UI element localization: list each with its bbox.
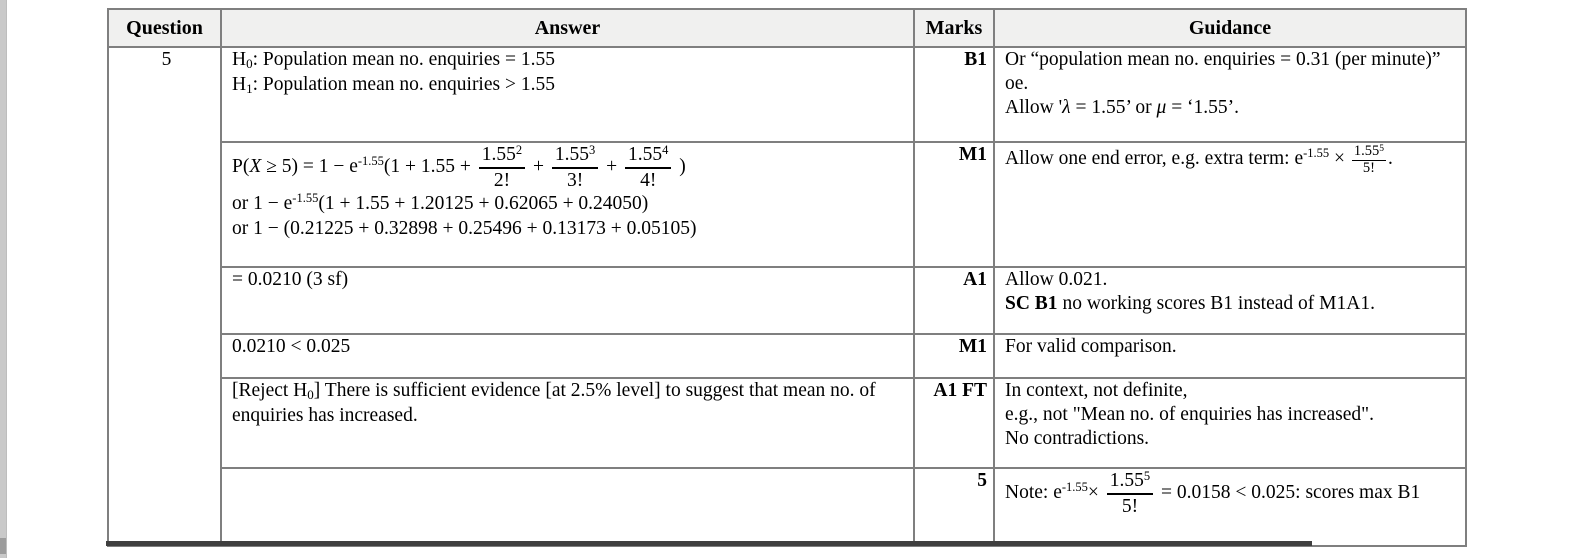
- header-cell-marks: Marks: [914, 9, 994, 47]
- exponent: -1.55: [1303, 145, 1330, 160]
- fraction-denominator: 5!: [1362, 160, 1376, 176]
- fraction-denominator: 3!: [566, 170, 584, 191]
- guidance-cell: [994, 468, 1466, 546]
- page-break-line: [106, 541, 1312, 546]
- guidance-line: SC B1 no working scores B1 instead of M1A1.: [1005, 293, 1375, 314]
- guidance-line: oe.: [1005, 73, 1029, 94]
- subscript: 1: [246, 81, 253, 96]
- answer-cell-hypotheses: [221, 47, 914, 142]
- fraction-numerator: 1.55$^4$: [625, 143, 671, 169]
- guidance-line: Allow 'λ = 1.55’ or μ = ‘1.55’.: [1005, 97, 1240, 118]
- header-cell-guidance: Guidance: [994, 9, 1466, 47]
- fraction-denominator: 2!: [493, 170, 511, 191]
- guidance-line: Allow 0.021.: [1005, 269, 1108, 290]
- guidance-cell: [994, 378, 1466, 468]
- answer-line: 0.0210 < 0.025: [232, 336, 351, 357]
- fraction-denominator: 5!: [1121, 496, 1139, 517]
- row-total: [108, 468, 1466, 546]
- marks-cell: [914, 378, 994, 468]
- header-cell-answer: Answer: [221, 9, 914, 47]
- lambda-symbol: λ: [1062, 97, 1071, 118]
- marks-cell: [914, 267, 994, 334]
- header-row: [108, 9, 1466, 47]
- exponent: 5: [1143, 469, 1151, 483]
- marks-value: A1: [963, 269, 987, 290]
- fraction: [625, 143, 671, 192]
- row-calculation: [108, 142, 1466, 267]
- marks-cell: [914, 334, 994, 378]
- guidance-note-line: Note: $e^{-1.55}\times$ $\frac{1.55^5}{5!}$ = 0.0158 < 0.025: scores max B1: [1005, 469, 1421, 517]
- marks-cell: [914, 47, 994, 142]
- guidance-cell: [994, 142, 1466, 267]
- exponent: -1.55: [357, 153, 384, 168]
- marks-value: M1: [958, 144, 987, 165]
- answer-cell-conclusion: [221, 378, 914, 468]
- answer-line: H0: Population mean no. enquiries = 1.55: [232, 49, 555, 71]
- guidance-line: e.g., not "Mean no. of enquiries has increased".: [1005, 404, 1374, 425]
- exponent: 3: [589, 143, 596, 157]
- viewer-left-edge-shadow: [0, 538, 6, 554]
- question-number-cell: 5: [108, 47, 221, 546]
- subscript: 0: [307, 387, 314, 402]
- answer-cell-comparison: [221, 334, 914, 378]
- marks-value: B1: [964, 49, 987, 70]
- guidance-cell: [994, 334, 1466, 378]
- variable-x: X: [249, 155, 262, 177]
- guidance-cell: [994, 47, 1466, 142]
- fraction: [479, 143, 525, 192]
- fraction: [1352, 143, 1386, 176]
- row-comparison: [108, 334, 1466, 378]
- answer-formula-line: $P(X \ge 5) = 1 - e^{-1.55}(1 + 1.55$ + $\frac{1.55^2}{2!}$ + $\frac{1.55^3}{3!}$ + $\frac{1.55^4}{4!}$ ): [232, 143, 686, 191]
- subscript: 0: [246, 56, 253, 71]
- guidance-line: Or “population mean no. enquiries = 0.31 (per minute)”: [1005, 49, 1441, 70]
- marks-cell-total: [914, 468, 994, 546]
- fraction-numerator: 1.55$^2$: [479, 143, 525, 169]
- fraction-numerator: 1.55$^5$: [1107, 469, 1153, 495]
- answer-cell-calculation: [221, 142, 914, 267]
- answer-line: [Reject H0] There is sufficient evidence [at 2.5% level] to suggest that mean no. of enquiries has increased.: [232, 380, 876, 426]
- answer-cell-empty: [221, 468, 914, 546]
- header-cell-question: Question: [108, 9, 221, 47]
- fraction: [552, 143, 598, 192]
- guidance-line: In context, not definite,: [1005, 380, 1188, 401]
- fraction-denominator: 4!: [640, 170, 657, 191]
- marks-cell: [914, 142, 994, 267]
- total-marks-value: 5: [977, 470, 987, 491]
- exponent: -1.55: [292, 191, 319, 205]
- row-conclusion: [108, 378, 1466, 468]
- answer-line: or 1 − (0.21225 + 0.32898 + 0.25496 + 0.13173 + 0.05105): [232, 218, 697, 239]
- viewer-left-edge: [0, 0, 7, 558]
- exponent: 4: [662, 143, 669, 157]
- answer-line: = 0.0210 (3 sf): [232, 269, 349, 290]
- fraction-numerator: 1.55$^5$: [1353, 143, 1385, 159]
- fraction-numerator: 1.55$^3$: [552, 143, 598, 169]
- row-result: [108, 267, 1466, 334]
- answer-line: or $1 - e^{-1.55}(1 + 1.55 + 1.20125 + 0.62065 + 0.24050)$: [232, 191, 649, 214]
- guidance-cell: [994, 267, 1466, 334]
- mu-symbol: μ: [1156, 97, 1167, 118]
- fraction: [1107, 469, 1153, 518]
- marks-value: M1: [958, 336, 987, 357]
- answer-cell-result: [221, 267, 914, 334]
- exponent: 2: [515, 143, 523, 157]
- marks-value: A1 FT: [933, 380, 987, 401]
- guidance-line: For valid comparison.: [1005, 336, 1177, 357]
- guidance-line: Allow one end error, e.g. extra term: $e^{-1.55}$ × $\frac{1.55^5}{5!}$ .: [1005, 143, 1393, 176]
- exponent: 5: [1379, 144, 1385, 154]
- special-case-label: SC B1: [1005, 293, 1058, 314]
- exponent: -1.55: [1061, 479, 1088, 494]
- answer-line: H1: Population mean no. enquiries > 1.55: [232, 74, 555, 96]
- guidance-line: No contradictions.: [1005, 428, 1150, 449]
- row-hypotheses: [108, 47, 1466, 142]
- mark-scheme-table: [107, 8, 1467, 547]
